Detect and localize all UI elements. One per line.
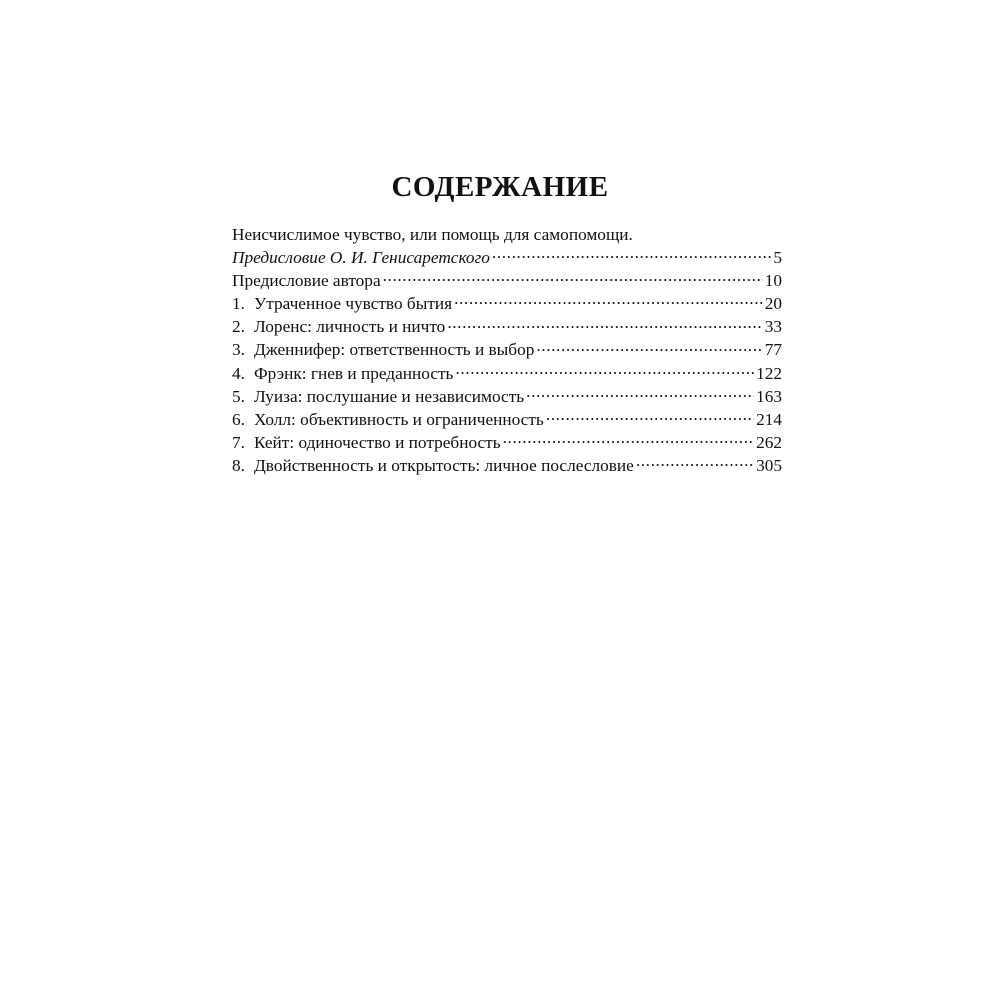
dot-leader (526, 384, 754, 401)
toc-entry-chapter-5[interactable] (232, 384, 782, 407)
toc-entry-number: 6. (232, 409, 245, 429)
toc-entry-title (232, 409, 544, 431)
toc-entry-chapter-1[interactable] (232, 292, 782, 315)
toc-intro-line (232, 224, 782, 246)
toc-entry-chapter-8[interactable] (232, 454, 782, 477)
dot-leader (492, 246, 771, 263)
toc-entry-page: 20 (764, 294, 782, 314)
toc-entry-title-text: Утраченное чувство бытия (254, 294, 453, 314)
toc-entry-page: 10 (764, 271, 782, 291)
toc-entry-title (232, 432, 501, 454)
dot-leader (447, 315, 762, 332)
page-title: СОДЕРЖАНИЕ (391, 171, 609, 203)
toc-entry-title-text: Лоренс: личность и ничто (254, 317, 446, 337)
toc-entry-number: 4. (232, 363, 245, 383)
toc-entry-page: 5 (773, 248, 782, 268)
toc-entry-title-text: Фрэнк: гнев и преданность (254, 363, 454, 383)
toc-entry-chapter-4[interactable] (232, 361, 782, 384)
toc-entry-title (232, 455, 634, 477)
toc-entry-page: 122 (756, 363, 782, 383)
toc-entry-page: 163 (756, 386, 782, 406)
toc-entry-title: Предисловие О. И. Генисаретского (232, 248, 490, 268)
toc-entry-foreword-editor[interactable] (232, 246, 782, 269)
toc-entry-title (232, 386, 524, 408)
toc-entry-title-text: Кейт: одиночество и потребность (254, 432, 501, 452)
toc-entry-title (232, 339, 534, 361)
toc-entry-chapter-3[interactable] (232, 338, 782, 361)
toc-entry-number: 1. (232, 294, 245, 314)
toc-entry-page: 214 (756, 409, 782, 429)
dot-leader (455, 361, 754, 378)
toc-entry-number: 5. (232, 386, 245, 406)
dot-leader (636, 454, 754, 471)
toc-entry-title-text: Луиза: послушание и независимость (254, 386, 525, 406)
toc-entry-number: 3. (232, 340, 245, 360)
table-of-contents (232, 224, 782, 477)
toc-entry-foreword-author[interactable] (232, 269, 782, 292)
toc-entry-number: 8. (232, 455, 245, 475)
toc-entry-number: 7. (232, 432, 245, 452)
toc-entry-page: 305 (756, 455, 782, 475)
dot-leader (503, 431, 754, 448)
toc-entry-chapter-6[interactable] (232, 407, 782, 430)
toc-entry-title (232, 363, 453, 385)
toc-entry-title (232, 316, 445, 338)
toc-entry-title-text: Дженнифер: ответственность и выбор (254, 340, 535, 360)
toc-entry-title (232, 293, 452, 315)
toc-entry-title-text: Двойственность и открытость: личное послесловие (254, 455, 634, 475)
toc-entry-chapter-7[interactable] (232, 431, 782, 454)
dot-leader (383, 269, 763, 286)
toc-entry-page: 33 (764, 317, 782, 337)
toc-intro-text: Неисчислимое чувство, или помощь для самопомощи. (232, 225, 633, 244)
dot-leader (454, 292, 763, 309)
toc-entry-title-text: Холл: объективность и ограниченность (254, 409, 544, 429)
dot-leader (546, 407, 754, 424)
toc-entry-chapter-2[interactable] (232, 315, 782, 338)
dot-leader (536, 338, 762, 355)
toc-entry-page: 77 (764, 340, 782, 360)
toc-entry-number: 2. (232, 317, 245, 337)
toc-entry-title: Предисловие автора (232, 271, 381, 291)
toc-entry-page: 262 (756, 432, 782, 452)
